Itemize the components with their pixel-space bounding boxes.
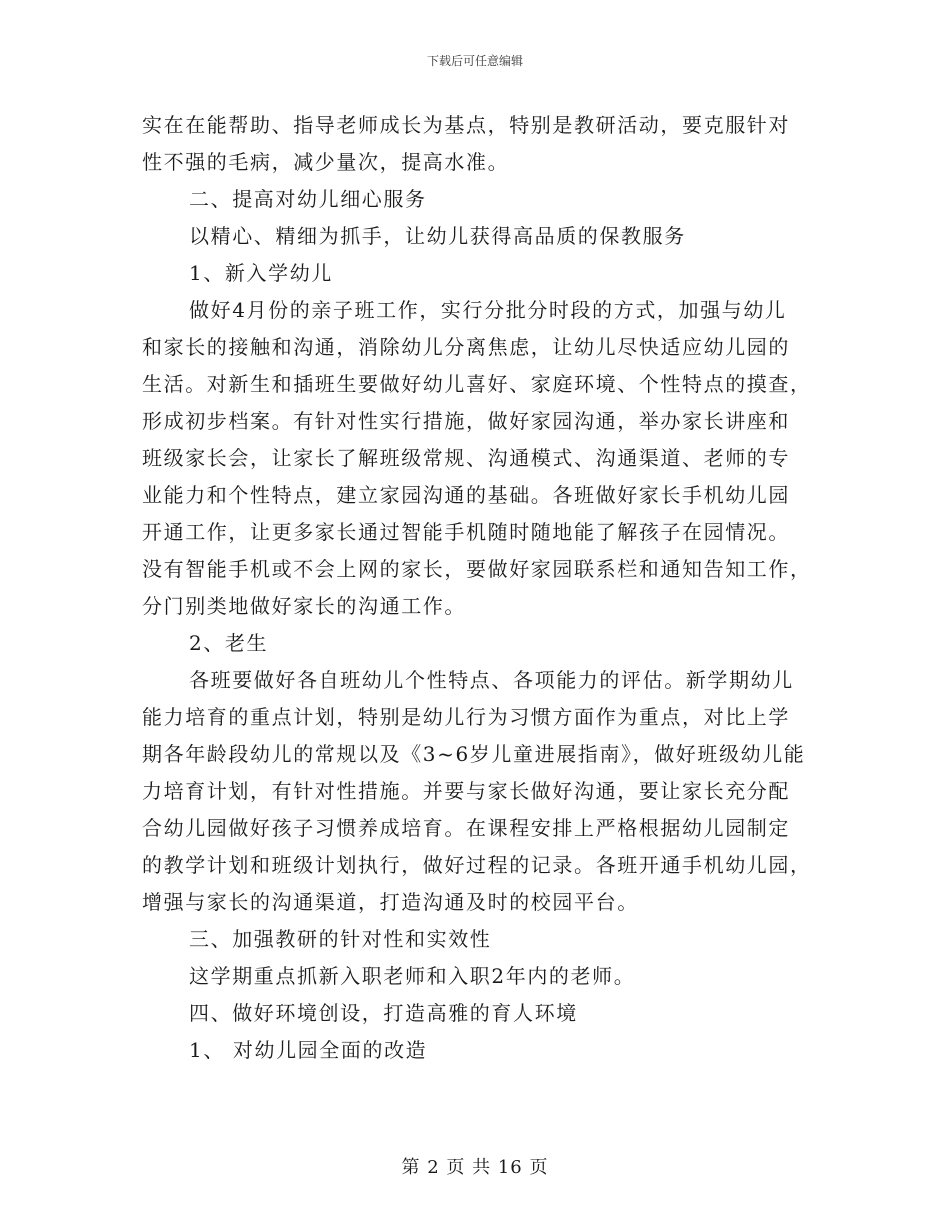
body-line: 生活。对新生和插班生要做好幼儿喜好、家庭环境、个性特点的摸查，	[142, 372, 812, 396]
body-line: 增强与家长的沟通渠道，打造沟通及时的校园平台。	[142, 890, 639, 914]
body-line: 和家长的接触和沟通，消除幼儿分离焦虑，让幼儿尽快适应幼儿园的	[142, 335, 790, 359]
body-line: 没有智能手机或不会上网的家长，要做好家园联系栏和通知告知工作，	[142, 557, 812, 581]
section-heading: 三、加强教研的针对性和实效性	[189, 927, 492, 951]
subsection-heading: 1、新入学幼儿	[189, 261, 333, 285]
page-header-note: 下载后可任意编辑	[426, 54, 523, 68]
section-heading: 二、提高对幼儿细心服务	[189, 187, 427, 211]
document-body	[142, 107, 812, 1069]
body-line: 能力培育的重点计划，特别是幼儿行为习惯方面作为重点，对比上学	[142, 705, 790, 729]
body-line: 合幼儿园做好孩子习惯养成培育。在课程安排上严格根据幼儿园制定	[142, 816, 790, 840]
body-line: 班级家长会，让家长了解班级常规、沟通模式、沟通渠道、老师的专	[142, 446, 790, 470]
subsection-heading: 2、老生	[189, 631, 269, 655]
body-line: 这学期重点抓新入职老师和入职2年内的老师。	[189, 964, 636, 988]
body-line: 性不强的毛病，减少量次，提高水准。	[142, 150, 510, 174]
subsection-heading: 1、 对幼儿园全面的改造	[189, 1038, 428, 1062]
body-line: 的教学计划和班级计划执行，做好过程的记录。各班开通手机幼儿园，	[142, 853, 812, 877]
body-line: 分门别类地做好家长的沟通工作。	[142, 594, 466, 618]
body-line: 形成初步档案。有针对性实行措施，做好家园沟通，举办家长讲座和	[142, 409, 790, 433]
body-line: 业能力和个性特点，建立家园沟通的基础。各班做好家长手机幼儿园	[142, 483, 790, 507]
body-line: 实在在能帮助、指导老师成长为基点，特别是教研活动，要克服针对	[142, 113, 790, 137]
body-line: 做好4月份的亲子班工作，实行分批分时段的方式，加强与幼儿	[189, 298, 787, 322]
body-line: 期各年龄段幼儿的常规以及《3~6岁儿童进展指南》，做好班级幼儿能	[142, 742, 806, 766]
body-line: 力培育计划，有针对性措施。并要与家长做好沟通，要让家长充分配	[142, 779, 790, 803]
body-line: 开通工作，让更多家长通过智能手机随时随地能了解孩子在园情况。	[142, 520, 790, 544]
body-line: 以精心、精细为抓手，让幼儿获得高品质的保教服务	[189, 224, 686, 248]
body-line: 各班要做好各自班幼儿个性特点、各项能力的评估。新学期幼儿	[189, 668, 794, 692]
section-heading: 四、做好环境创设，打造高雅的育人环境	[189, 1001, 578, 1025]
page-number-footer: 第 2 页 共 16 页	[401, 1157, 549, 1178]
